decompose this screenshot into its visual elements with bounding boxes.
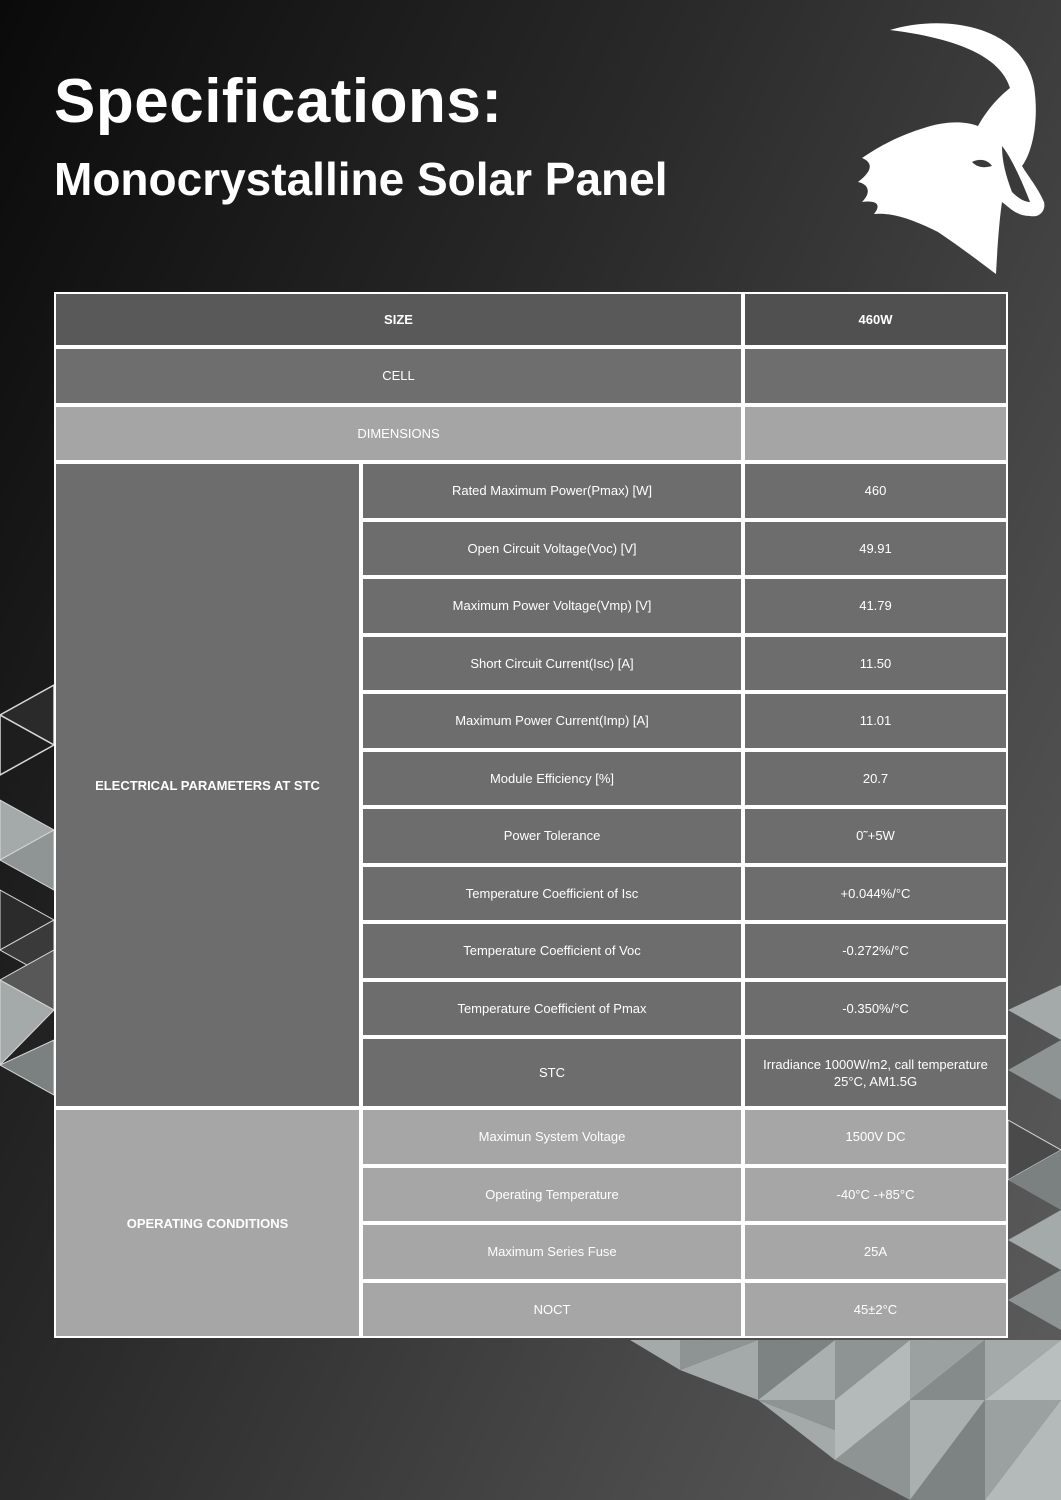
- dimensions-label: DIMENSIONS: [54, 405, 743, 463]
- param-label: Operating Temperature: [361, 1166, 743, 1224]
- param-label: Maximum Series Fuse: [361, 1223, 743, 1281]
- table-row-cell: [54, 347, 1008, 405]
- param-value: 25A: [743, 1223, 1008, 1281]
- param-label: NOCT: [361, 1281, 743, 1339]
- page-subtitle: Monocrystalline Solar Panel: [54, 153, 668, 205]
- param-value: -0.272%/°C: [743, 922, 1008, 980]
- dimensions-value: [743, 405, 1008, 463]
- table-row-size: [54, 292, 1008, 347]
- param-value: 0˜+5W: [743, 807, 1008, 865]
- page-title: Specifications:: [54, 67, 503, 136]
- param-value: 11.01: [743, 692, 1008, 750]
- size-label: SIZE: [54, 292, 743, 347]
- param-label: Maximum Power Current(Imp) [A]: [361, 692, 743, 750]
- param-value: 460: [743, 462, 1008, 520]
- param-value: -0.350%/°C: [743, 980, 1008, 1038]
- table-row: [54, 462, 1008, 520]
- table-row-dimensions: [54, 405, 1008, 463]
- param-value: 41.79: [743, 577, 1008, 635]
- param-value: 11.50: [743, 635, 1008, 693]
- param-value: 20.7: [743, 750, 1008, 808]
- param-label: Short Circuit Current(Isc) [A]: [361, 635, 743, 693]
- param-label: Temperature Coefficient of Voc: [361, 922, 743, 980]
- param-label: Maximun System Voltage: [361, 1108, 743, 1166]
- param-label: Temperature Coefficient of Pmax: [361, 980, 743, 1038]
- param-label: Temperature Coefficient of Isc: [361, 865, 743, 923]
- param-label: Module Efficiency [%]: [361, 750, 743, 808]
- param-label: Rated Maximum Power(Pmax) [W]: [361, 462, 743, 520]
- cell-value: [743, 347, 1008, 405]
- param-value: Irradiance 1000W/m2, call temperature 25°C, AM1.5G: [743, 1037, 1008, 1108]
- param-label: STC: [361, 1037, 743, 1108]
- table-row: [54, 1108, 1008, 1166]
- cell-label: CELL: [54, 347, 743, 405]
- param-value: -40°C -+85°C: [743, 1166, 1008, 1224]
- size-value: 460W: [743, 292, 1008, 347]
- specifications-table: [54, 292, 1008, 1338]
- param-value: +0.044%/°C: [743, 865, 1008, 923]
- param-value: 49.91: [743, 520, 1008, 578]
- param-label: Power Tolerance: [361, 807, 743, 865]
- param-label: Open Circuit Voltage(Voc) [V]: [361, 520, 743, 578]
- electrical-group-label: ELECTRICAL PARAMETERS AT STC: [54, 462, 361, 1108]
- ibex-head-icon: [852, 16, 1052, 278]
- param-value: 1500V DC: [743, 1108, 1008, 1166]
- param-label: Maximum Power Voltage(Vmp) [V]: [361, 577, 743, 635]
- operating-group-label: OPERATING CONDITIONS: [54, 1108, 361, 1338]
- param-value: 45±2°C: [743, 1281, 1008, 1339]
